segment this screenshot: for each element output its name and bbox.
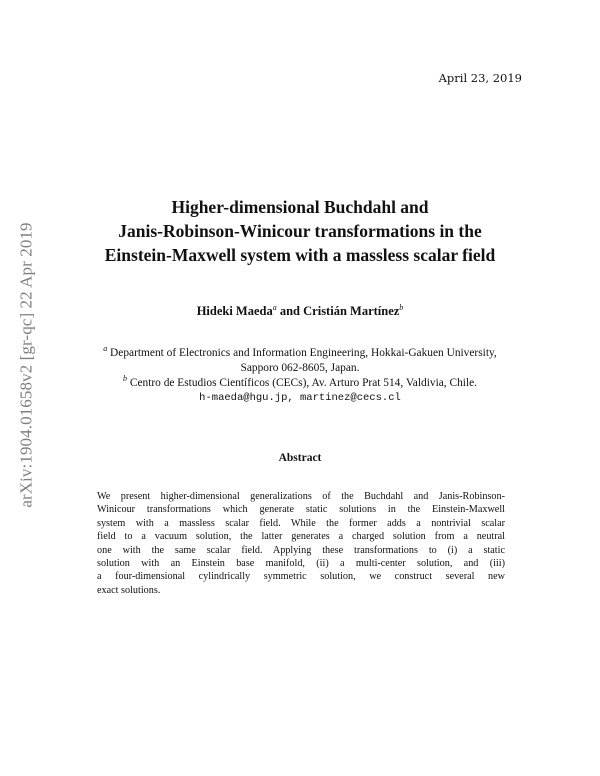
affiliation-a xyxy=(60,346,540,361)
abstract-line: exact solutions. xyxy=(97,584,161,596)
affiliation-text: Centro de Estudios Científicos (CECs), Av. Arturo Prat 514, Valdivia, Chile. xyxy=(129,377,478,389)
title-line: Janis-Robinson-Winicour transformations in the xyxy=(118,221,482,241)
author-connector: and xyxy=(279,304,301,318)
author-name: Hideki Maeda xyxy=(196,304,273,318)
abstract-heading: Abstract xyxy=(278,452,322,464)
paper-title xyxy=(72,195,528,267)
arxiv-identifier: arXiv:1904.01658v2 [gr-qc] 22 Apr 2019 xyxy=(17,222,36,508)
title-line: Einstein-Maxwell system with a massless scalar field xyxy=(104,245,496,265)
affiliation-b xyxy=(60,376,540,391)
abstract-line: one with the same scalar field. Applying these transformations to (i) a static xyxy=(97,544,505,556)
title-line: Higher-dimensional Buchdahl and xyxy=(171,197,429,217)
arxiv-watermark xyxy=(10,190,44,540)
publication-date: April 23, 2019 xyxy=(438,71,522,85)
abstract-line: system with a massless scalar field. While the former adds a nontrivial scalar xyxy=(97,517,505,529)
affiliation-mark: a xyxy=(272,303,277,312)
affiliation-mark: a xyxy=(103,344,108,353)
abstract-body xyxy=(97,490,505,597)
affiliations xyxy=(60,346,540,406)
affiliation-a-cont: Sapporo 062-8605, Japan. xyxy=(240,362,360,374)
abstract-line: We present higher-dimensional generalizations of the Buchdahl and Janis-Robinson- xyxy=(97,491,505,502)
abstract-line: solution with an Einstein base manifold, (ii) a multi-center solution, and (iii) xyxy=(97,558,505,570)
affiliation-text: Department of Electronics and Information Engineering, Hokkai-Gakuen University, xyxy=(110,347,497,359)
affiliation-mark: b xyxy=(122,374,127,383)
abstract-line: field to a vacuum solution, the latter generates a charged solution from a neutral xyxy=(97,531,505,543)
affiliation-mark: b xyxy=(399,303,404,312)
email-addresses[interactable]: h-maeda@hgu.jp, martinez@cecs.cl xyxy=(199,392,401,404)
author-name: Cristián Martínez xyxy=(303,304,400,318)
abstract-line: a four-dimensional cylindrically symmetric solution, we construct several new xyxy=(97,571,505,583)
abstract-line: Winicour transformations which generate static solutions in the Einstein-Maxwell xyxy=(97,504,505,516)
author-list xyxy=(0,304,600,319)
